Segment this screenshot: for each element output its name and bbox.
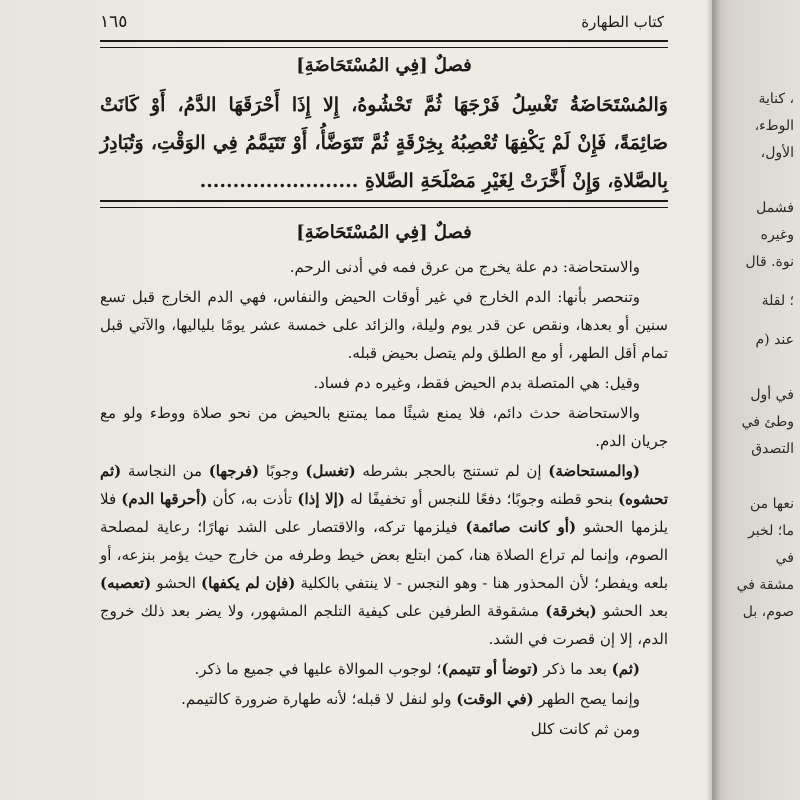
quoted-matn: (فرجها) <box>208 462 260 480</box>
commentary-text: تأذت به، كأن <box>207 490 298 508</box>
quoted-matn: (تغسل) <box>305 462 356 480</box>
paragraph: والاستحاضة: دم علة يخرج من عرق فمه في أدنى الرحم. <box>289 258 640 276</box>
commentary-text: فيلزمها تركه، والاقتصار على الشد نهارًا؛ رعاية لمصلحة الصوم، وإنما لم تراع الصلاة هنا، كمن ابتلع بعض خيط وطرفه من خارج حيث يؤمر بنزعه، أو بلعه ويفطر؛ لأن المحذور هنا - وهو النجس - لا ينتفي بالكلية <box>100 518 669 592</box>
commentary-text: فلا يلزمها الحشو <box>100 490 668 536</box>
facing-line: عند (م <box>755 332 794 348</box>
facing-page-text <box>712 86 800 626</box>
quoted-matn: (أحرقها الدم) <box>121 490 208 508</box>
book-gutter-shadow <box>706 0 720 800</box>
commentary-block <box>100 222 668 745</box>
commentary-text: إن لم تستنج بالحجر بشرطه <box>355 462 549 480</box>
commentary-text: بعد ما ذكر <box>538 660 612 678</box>
facing-line: في أول <box>750 387 794 403</box>
quoted-matn: (إلا إذا) <box>297 490 345 508</box>
facing-line: صوم، بل <box>742 604 794 620</box>
commentary-text: مشقوقة الطرفين على كيفية التلجم المشهور، ولا يضر بعد ذلك خروج الدم، إلا إن قصرت في الشد. <box>100 602 668 648</box>
commentary-text: بنحو قطنه وجوبًا؛ دفعًا للنجس أو تخفيفًا له <box>344 490 619 508</box>
paragraph: ومن ثم كانت كلل <box>530 720 640 738</box>
commentary-text: ولو لنفل لا قبله؛ لأنه طهارة ضرورة كالتيمم. <box>181 690 457 708</box>
book-title: كتاب الطهارة <box>581 13 664 31</box>
facing-line: ؛ لقلة <box>761 293 794 309</box>
paragraph <box>100 685 668 713</box>
facing-line: نعها من <box>750 496 794 512</box>
facing-line: الأول، <box>760 145 794 161</box>
quoted-matn: (في الوقت) <box>456 690 534 708</box>
page-number: ١٦٥ <box>100 12 128 32</box>
facing-line: الوطء، <box>754 118 794 134</box>
facing-line: وغيره <box>760 227 794 243</box>
facing-page-edge <box>712 0 800 800</box>
commentary-text: الحشو <box>151 574 202 592</box>
header-rule <box>100 40 668 48</box>
quoted-matn: (ثم) <box>611 660 640 678</box>
facing-line: وطئ في <box>741 414 794 430</box>
facing-line: في <box>775 550 794 566</box>
quoted-matn: (توضأ أو تتيمم) <box>441 660 539 678</box>
quoted-matn: (فإن لم يكفها) <box>201 574 296 592</box>
facing-line: ، كناية <box>758 91 794 107</box>
quoted-matn: (بخرقة) <box>545 602 597 620</box>
commentary-text: وإنما يصح الطهر <box>533 690 640 708</box>
facing-line: نوة. قال <box>745 254 794 270</box>
commentary-text: من النجاسة <box>121 462 209 480</box>
paragraph: والاستحاضة حدث دائم، فلا يمنع شيئًا مما يمتنع بالحيض من نحو صلاة ووطء ولو مع جريان الدم. <box>100 404 668 450</box>
facing-line: فشمل <box>756 200 794 216</box>
commentary-heading: فصلٌ [فِي المُسْتَحَاضَةِ] <box>296 222 472 243</box>
commentary-text: بعد الحشو <box>596 602 669 620</box>
matn-text: وَالمُسْتَحَاضَةُ تَغْسِلُ فَرْجَهَا ثُمَّ تَحْشُوهُ، إِلا إِذَا أَحْرَقَهَا الدَّمُ، أَوْ كَانَتْ صَائِمَةً، فَإِنْ لَمْ يَكْفِهَا تُعْصِبُهُ بِخِرْقَةٍ ثُمَّ تَتَوَضَّأُ، أَوْ تَتَيَمَّمُ فِي الوَقْتِ، وَتُبَادِرُ بِالصَّلاةِ، وَإِنْ أَخَّرَتْ لِغَيْرِ مَصْلَحَةِ الصَّلاةِ ........................ <box>100 94 668 192</box>
paragraph <box>100 655 668 683</box>
matn-separator-rule <box>100 200 668 208</box>
facing-line: مشقة في <box>736 577 794 593</box>
commentary-text: ؛ لوجوب الموالاة عليها في جميع ما ذكر. <box>194 660 442 678</box>
quoted-matn: (ثم تحشوه) <box>100 462 669 508</box>
quoted-matn: (تعصبه) <box>100 574 152 592</box>
paragraph <box>100 457 668 653</box>
facing-line: ما؛ لخبر <box>748 523 794 539</box>
quoted-matn: (أو كانت صائمة) <box>465 518 577 536</box>
matn-block <box>100 55 668 200</box>
running-head <box>100 10 664 38</box>
paragraph: وقيل: هي المتصلة بدم الحيض فقط، وغيره دم فساد. <box>313 374 640 392</box>
matn-heading: فصلٌ [فِي المُسْتَحَاضَةِ] <box>296 55 472 76</box>
facing-line: التصدق <box>751 441 794 457</box>
commentary-text: وجوبًا <box>259 462 306 480</box>
quoted-matn: (والمستحاضة) <box>548 462 641 480</box>
paragraph: وتنحصر بأنها: الدم الخارج في غير أوقات الحيض والنفاس، فهي الدم الخارج قبل تسع سنين أو بعدها، ونقص عن قدر يوم وليلة، والزائد على خمسة عشر يومًا بلياليها، والآتي قبل تمام أقل الطهر، أو مع الطلق ولم يتصل بحيض قبله. <box>100 288 668 362</box>
